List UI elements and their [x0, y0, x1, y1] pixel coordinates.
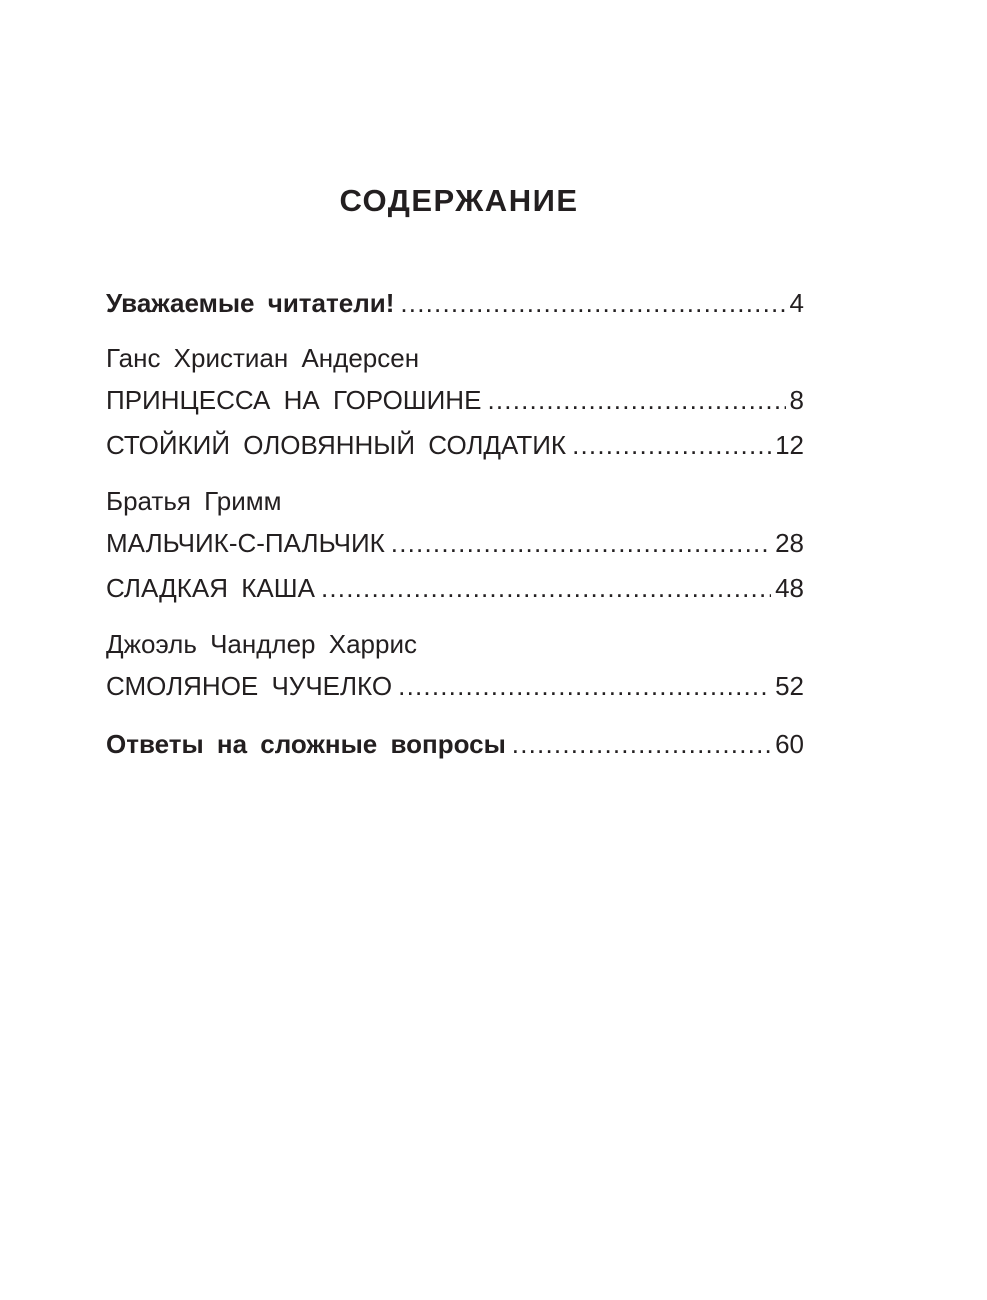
- toc-entry-page: 60: [775, 729, 804, 759]
- toc-entry-title: СМОЛЯНОЕ ЧУЧЕЛКО: [106, 671, 393, 701]
- toc-entry[interactable]: [106, 667, 804, 701]
- toc-entry-page: 52: [775, 671, 804, 701]
- toc-entry-page: 4: [789, 288, 804, 318]
- toc-entry-title: Ответы на сложные вопросы: [106, 729, 506, 759]
- toc-entry[interactable]: [106, 381, 804, 415]
- toc-entry-title: СТОЙКИЙ ОЛОВЯННЫЙ СОЛДАТИК: [106, 430, 567, 460]
- author-name: Ганс Христиан Андерсен: [106, 343, 420, 373]
- dot-leader: [512, 729, 771, 759]
- toc-entry[interactable]: [106, 426, 804, 460]
- dot-leader: [321, 573, 771, 603]
- toc-entry-title: Уважаемые читатели!: [106, 288, 395, 318]
- toc-entry-page: 8: [789, 385, 804, 415]
- dot-leader: [391, 528, 771, 558]
- toc-entry-answers[interactable]: [106, 725, 804, 759]
- toc-entry-intro[interactable]: [106, 284, 804, 318]
- toc-entry-title: МАЛЬЧИК-С-ПАЛЬЧИК: [106, 528, 385, 558]
- dot-leader: [572, 430, 771, 460]
- toc-entry-page: 48: [775, 573, 804, 603]
- dot-leader: [487, 385, 785, 415]
- author-name: Братья Гримм: [106, 486, 282, 516]
- toc-entry[interactable]: [106, 569, 804, 603]
- author-name: Джоэль Чандлер Харрис: [106, 629, 417, 659]
- dot-leader: [400, 288, 785, 318]
- toc-entry-page: 12: [775, 430, 804, 460]
- toc-entry-title: СЛАДКАЯ КАША: [106, 573, 315, 603]
- toc-entry[interactable]: [106, 524, 804, 558]
- toc-entry-page: 28: [775, 528, 804, 558]
- dot-leader: [398, 671, 771, 701]
- toc-entry-title: ПРИНЦЕССА НА ГОРОШИНЕ: [106, 385, 482, 415]
- page-title: СОДЕРЖАНИЕ: [339, 183, 579, 218]
